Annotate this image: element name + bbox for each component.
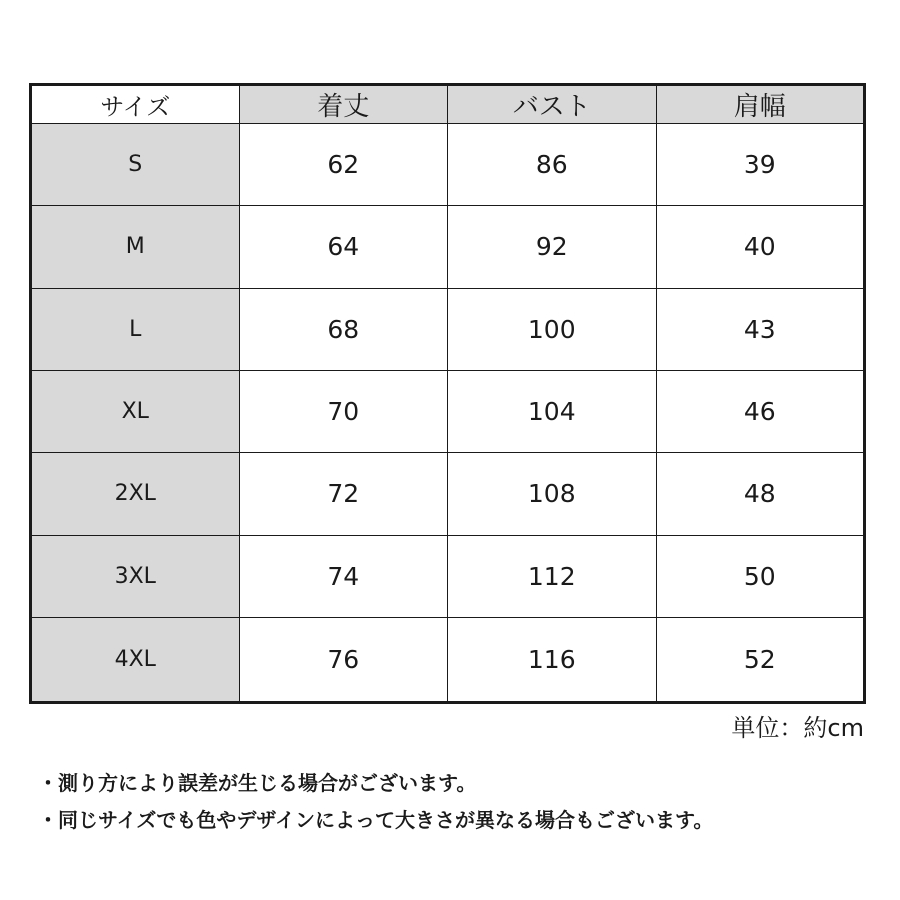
shoulder-cell: 40 bbox=[656, 206, 865, 288]
notes bbox=[38, 765, 713, 839]
table-row bbox=[31, 453, 865, 535]
bust-cell: 92 bbox=[448, 206, 657, 288]
length-cell: 72 bbox=[239, 453, 448, 535]
shoulder-cell: 52 bbox=[656, 617, 865, 702]
length-cell: 68 bbox=[239, 288, 448, 370]
shoulder-cell: 48 bbox=[656, 453, 865, 535]
size-chart-table bbox=[29, 83, 866, 704]
shoulder-cell: 43 bbox=[656, 288, 865, 370]
size-cell: 3XL bbox=[31, 535, 240, 617]
header-shoulder: 肩幅 bbox=[656, 85, 865, 124]
size-cell: 2XL bbox=[31, 453, 240, 535]
table-row bbox=[31, 288, 865, 370]
header-length: 着丈 bbox=[239, 85, 448, 124]
bust-cell: 112 bbox=[448, 535, 657, 617]
size-cell: M bbox=[31, 206, 240, 288]
length-cell: 70 bbox=[239, 370, 448, 452]
bust-cell: 104 bbox=[448, 370, 657, 452]
shoulder-cell: 50 bbox=[656, 535, 865, 617]
bust-cell: 86 bbox=[448, 124, 657, 206]
length-cell: 62 bbox=[239, 124, 448, 206]
shoulder-cell: 46 bbox=[656, 370, 865, 452]
table-row bbox=[31, 370, 865, 452]
length-cell: 74 bbox=[239, 535, 448, 617]
bust-cell: 116 bbox=[448, 617, 657, 702]
size-cell: S bbox=[31, 124, 240, 206]
size-cell: 4XL bbox=[31, 617, 240, 702]
note-line: ・測り方により誤差が生じる場合がございます。 bbox=[38, 771, 477, 795]
bust-cell: 108 bbox=[448, 453, 657, 535]
note-line: ・同じサイズでも色やデザインによって大きさが異なる場合もございます。 bbox=[38, 808, 714, 832]
length-cell: 64 bbox=[239, 206, 448, 288]
size-cell: L bbox=[31, 288, 240, 370]
header-bust: バスト bbox=[448, 85, 657, 124]
table-row bbox=[31, 617, 865, 702]
unit-note: 単位：約cm bbox=[731, 714, 864, 742]
shoulder-cell: 39 bbox=[656, 124, 865, 206]
size-cell: XL bbox=[31, 370, 240, 452]
header-size: サイズ bbox=[31, 85, 240, 124]
table-row bbox=[31, 124, 865, 206]
table-row bbox=[31, 206, 865, 288]
table-header-row bbox=[31, 85, 865, 124]
length-cell: 76 bbox=[239, 617, 448, 702]
table-row bbox=[31, 535, 865, 617]
bust-cell: 100 bbox=[448, 288, 657, 370]
